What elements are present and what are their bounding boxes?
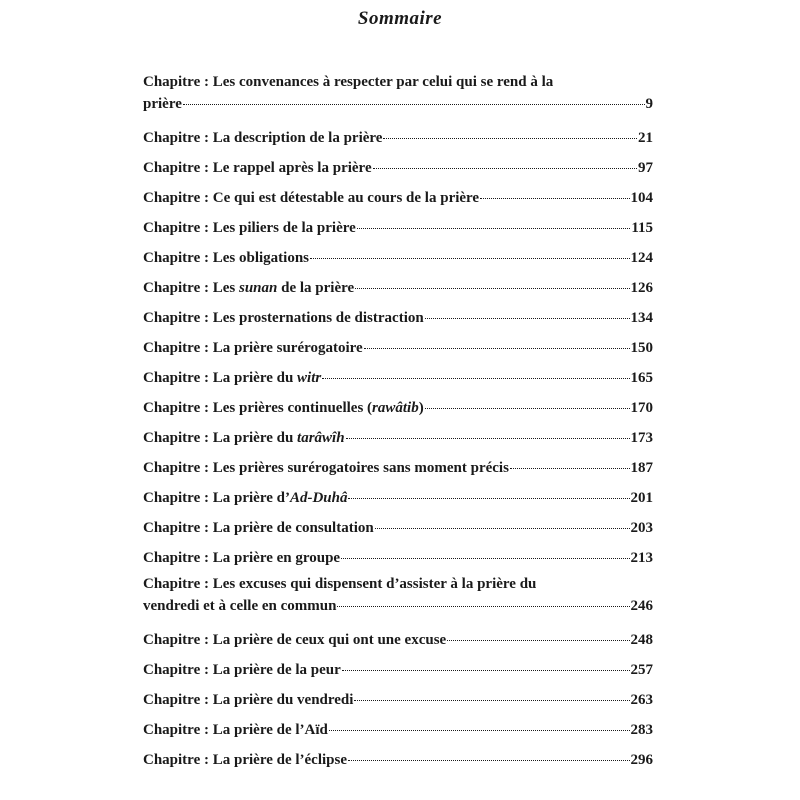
toc-entry[interactable]	[143, 393, 653, 423]
page-number: 187	[630, 460, 653, 476]
chapter-prefix: Chapitre :	[143, 130, 213, 146]
chapter-title: La description de la prière	[212, 130, 383, 146]
chapter-prefix: Chapitre :	[143, 520, 213, 536]
chapter-prefix: Chapitre :	[143, 490, 213, 506]
page-number: 201	[630, 490, 653, 506]
toc-entry[interactable]	[143, 453, 653, 483]
dot-leader	[342, 669, 630, 671]
chapter-prefix: Chapitre :	[143, 250, 213, 266]
chapter-prefix: Chapitre :	[143, 190, 213, 206]
chapter-title: Les convenances à respecter par celui qui se rend à la	[212, 74, 554, 90]
chapter-prefix: Chapitre :	[143, 692, 213, 708]
dot-leader	[348, 497, 629, 499]
toc-entry[interactable]	[143, 483, 653, 513]
table-of-contents	[143, 71, 653, 775]
chapter-prefix: Chapitre :	[143, 576, 213, 592]
chapter-prefix: Chapitre :	[143, 310, 213, 326]
toc-entry[interactable]	[143, 243, 653, 273]
toc-entry[interactable]	[143, 745, 653, 775]
chapter-title: La prière de consultation	[212, 520, 374, 536]
page-number: 9	[645, 96, 653, 112]
dot-leader	[425, 317, 630, 319]
chapter-title-continued: prière	[143, 96, 182, 112]
toc-entry[interactable]	[143, 71, 653, 115]
dot-leader	[322, 377, 629, 379]
chapter-prefix: Chapitre :	[143, 662, 213, 678]
page-number: 296	[630, 752, 653, 768]
dot-leader	[364, 347, 630, 349]
dot-leader	[510, 467, 630, 469]
page-number: 283	[630, 722, 653, 738]
chapter-prefix: Chapitre :	[143, 752, 213, 768]
chapter-title: Les prosternations de distraction	[212, 310, 424, 326]
dot-leader	[341, 557, 629, 559]
chapter-title-italic: rawâtib	[372, 400, 419, 416]
dot-leader	[354, 699, 629, 701]
toc-entry[interactable]	[143, 123, 653, 153]
toc-entry[interactable]	[143, 363, 653, 393]
chapter-title: La prière du vendredi	[212, 692, 354, 708]
page-number: 126	[630, 280, 653, 296]
page-number: 263	[630, 692, 653, 708]
dot-leader	[310, 257, 629, 259]
chapter-title-italic: witr	[297, 370, 322, 386]
page-number: 104	[630, 190, 653, 206]
page-title: Sommaire	[357, 8, 443, 29]
page-number: 203	[630, 520, 653, 536]
chapter-title: La prière de ceux qui ont une excuse	[212, 632, 447, 648]
page-number: 124	[630, 250, 653, 266]
chapter-title: La prière en groupe	[212, 550, 341, 566]
page-number: 246	[630, 598, 653, 614]
chapter-prefix: Chapitre :	[143, 280, 213, 296]
chapter-prefix: Chapitre :	[143, 722, 213, 738]
chapter-title: La prière de l’Aïd	[212, 722, 328, 738]
chapter-prefix: Chapitre :	[143, 220, 213, 236]
page-number: 165	[630, 370, 653, 386]
chapter-prefix: Chapitre :	[143, 632, 213, 648]
chapter-title: Les excuses qui dispensent d’assister à la prière du	[212, 576, 537, 592]
dot-leader	[373, 167, 637, 169]
page-number: 150	[630, 340, 653, 356]
page-number: 21	[638, 130, 653, 146]
dot-leader	[348, 759, 629, 761]
toc-entry[interactable]	[143, 715, 653, 745]
chapter-title: La prière du	[212, 370, 298, 386]
toc-entry[interactable]	[143, 625, 653, 655]
dot-leader	[329, 729, 630, 731]
chapter-title: Ce qui est détestable au cours de la prière	[212, 190, 480, 206]
chapter-title-continued: vendredi et à celle en commun	[143, 598, 337, 614]
page-number: 248	[630, 632, 653, 648]
chapter-title: La prière de l’éclipse	[212, 752, 348, 768]
page-number: 170	[630, 400, 653, 416]
page-number: 115	[631, 220, 653, 236]
toc-entry[interactable]	[143, 303, 653, 333]
page-number: 257	[630, 662, 653, 678]
chapter-title: La prière d’	[212, 490, 290, 506]
toc-entry[interactable]	[143, 655, 653, 685]
chapter-title: Les	[212, 280, 239, 296]
dot-leader	[183, 103, 645, 105]
dot-leader	[337, 605, 629, 607]
chapter-title: )	[418, 400, 424, 416]
chapter-prefix: Chapitre :	[143, 74, 213, 90]
dot-leader	[375, 527, 630, 529]
toc-entry[interactable]	[143, 273, 653, 303]
dot-leader	[480, 197, 629, 199]
toc-entry[interactable]	[143, 333, 653, 363]
dot-leader	[425, 407, 630, 409]
chapter-title-italic: tarâwîh	[297, 430, 345, 446]
page-number: 97	[638, 160, 653, 176]
dot-leader	[357, 227, 631, 229]
chapter-prefix: Chapitre :	[143, 160, 213, 176]
toc-entry[interactable]	[143, 573, 653, 617]
toc-entry[interactable]	[143, 423, 653, 453]
chapter-prefix: Chapitre :	[143, 340, 213, 356]
chapter-title: Les prières surérogatoires sans moment précis	[212, 460, 509, 476]
page-number: 173	[630, 430, 653, 446]
chapter-title-italic: sunan	[238, 280, 278, 296]
dot-leader	[383, 137, 637, 139]
chapter-title: Les obligations	[212, 250, 310, 266]
toc-entry[interactable]	[143, 213, 653, 243]
chapter-title: Le rappel après la prière	[212, 160, 372, 176]
dot-leader	[346, 437, 630, 439]
toc-entry[interactable]	[143, 543, 653, 573]
chapter-prefix: Chapitre :	[143, 400, 213, 416]
chapter-title: Les prières continuelles (	[212, 400, 373, 416]
chapter-title: La prière de la peur	[212, 662, 341, 678]
chapter-title: Les piliers de la prière	[212, 220, 356, 236]
dot-leader	[447, 639, 629, 641]
toc-entry[interactable]	[143, 183, 653, 213]
page-number: 213	[630, 550, 653, 566]
toc-entry[interactable]	[143, 685, 653, 715]
dot-leader	[355, 287, 629, 289]
chapter-prefix: Chapitre :	[143, 460, 213, 476]
page-number: 134	[630, 310, 653, 326]
chapter-prefix: Chapitre :	[143, 370, 213, 386]
chapter-prefix: Chapitre :	[143, 550, 213, 566]
toc-entry[interactable]	[143, 513, 653, 543]
chapter-title: de la prière	[277, 280, 355, 296]
chapter-prefix: Chapitre :	[143, 430, 213, 446]
chapter-title: La prière surérogatoire	[212, 340, 363, 356]
toc-entry[interactable]	[143, 153, 653, 183]
chapter-title: La prière du	[212, 430, 298, 446]
chapter-title-italic: Ad-Duhâ	[289, 490, 348, 506]
